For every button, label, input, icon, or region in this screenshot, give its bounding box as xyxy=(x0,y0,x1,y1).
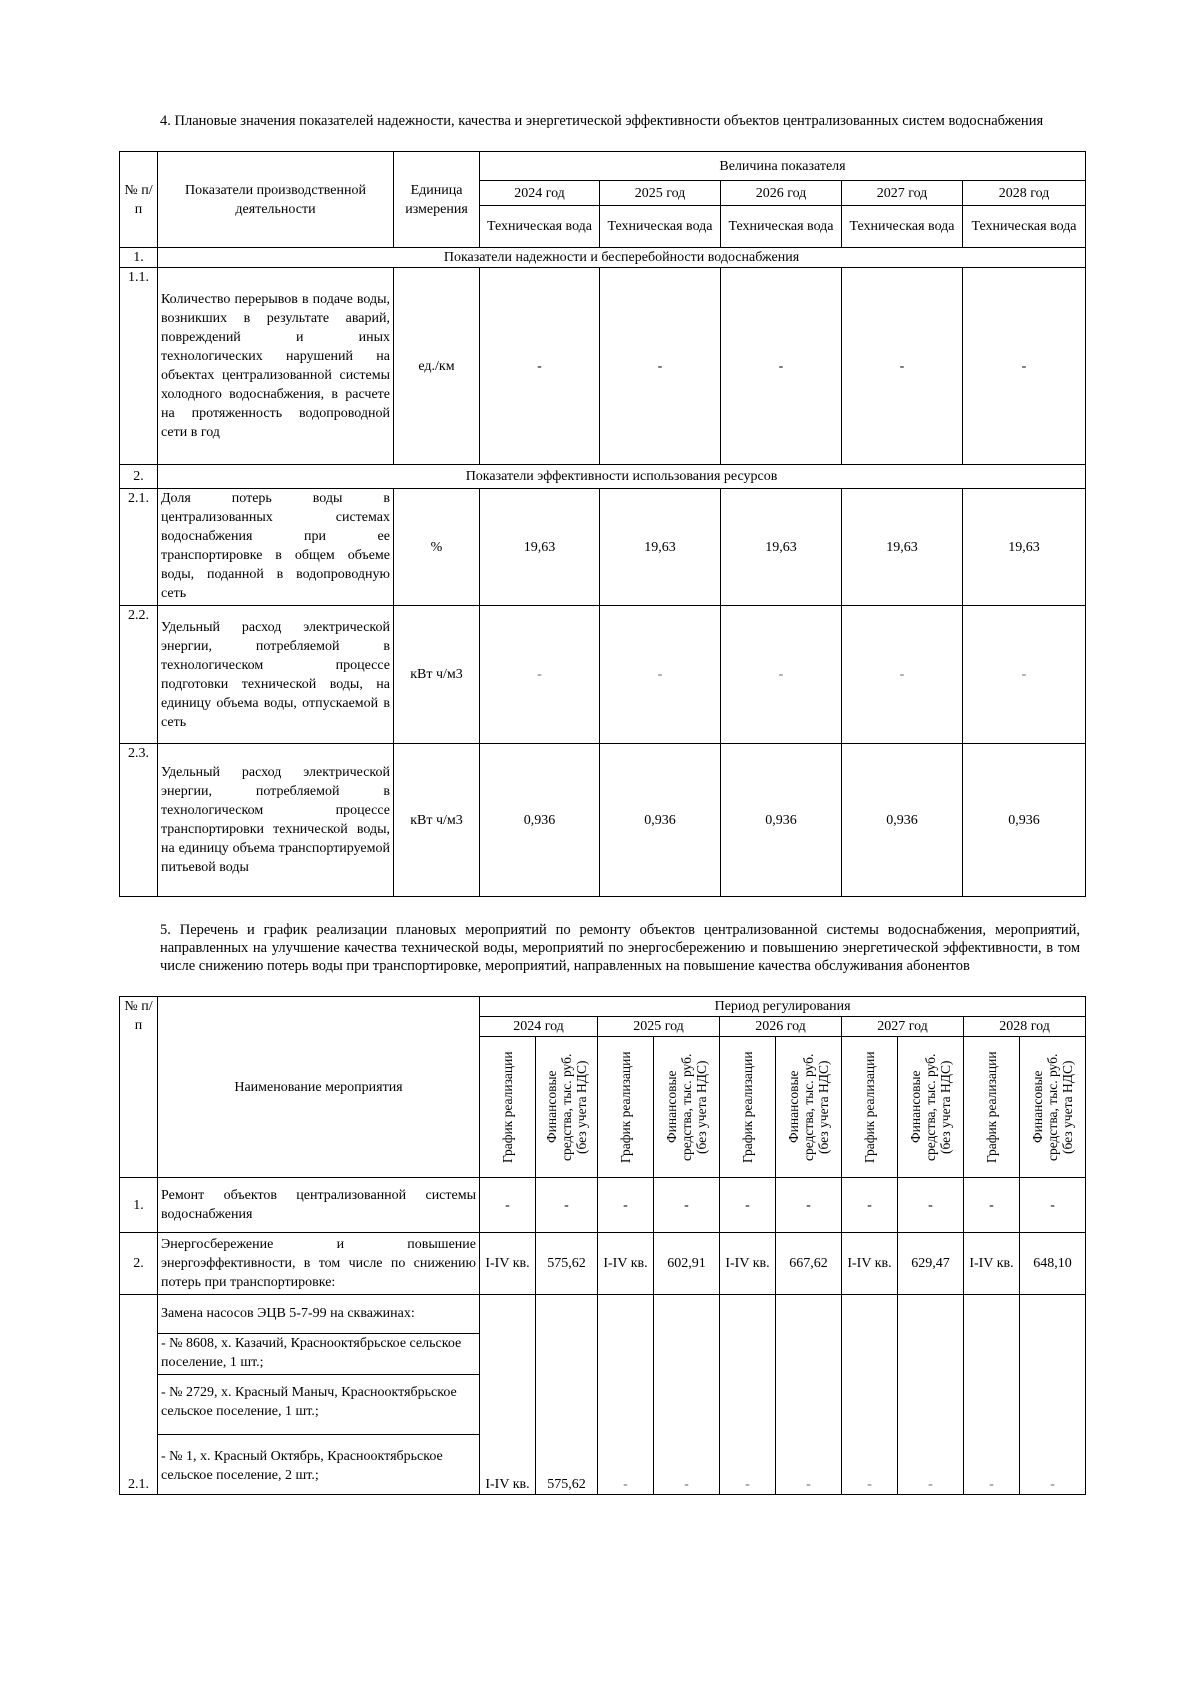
row-value: - xyxy=(600,268,721,465)
row-cell: - xyxy=(720,1178,776,1233)
row-num: 1. xyxy=(120,1178,158,1233)
row-num: 2.1. xyxy=(120,1295,158,1495)
finance-header: Финансовые средства, тыс. руб. (без учета НДС) xyxy=(786,1053,831,1161)
row-value: 0,936 xyxy=(721,744,842,897)
row-value: - xyxy=(842,606,963,744)
row-cell: I-IV кв. xyxy=(842,1233,898,1295)
row-unit: ед./км xyxy=(394,268,480,465)
finance-header: Финансовые средства, тыс. руб. (без учета НДС) xyxy=(908,1053,953,1161)
row-cell: - xyxy=(964,1178,1020,1233)
list-item: - № 8608, х. Казачий, Краснооктябрьское сельское поселение, 1 шт.; xyxy=(158,1334,479,1375)
col-name-header: Наименование мероприятия xyxy=(158,997,480,1178)
row-num: 2. xyxy=(120,1233,158,1295)
row-cell: - xyxy=(720,1295,776,1495)
row-cell: - xyxy=(598,1295,654,1495)
schedule-header: График реализации xyxy=(740,1051,755,1163)
row-cell: - xyxy=(776,1295,842,1495)
row-cell: 575,62 xyxy=(536,1295,598,1495)
row-cell: - xyxy=(842,1178,898,1233)
row-value: 19,63 xyxy=(963,489,1086,606)
schedule-header: График реализации xyxy=(500,1051,515,1163)
row-num: 2.3. xyxy=(120,744,158,897)
row-value: - xyxy=(721,268,842,465)
row-cell: I-IV кв. xyxy=(598,1233,654,1295)
year-header: 2025 год xyxy=(598,1017,720,1037)
year-header: 2027 год xyxy=(842,1017,964,1037)
group-title: Показатели эффективности использования ресурсов xyxy=(158,465,1086,489)
row-cell: 667,62 xyxy=(776,1233,842,1295)
schedule-header: График реализации xyxy=(618,1051,633,1163)
row-value: - xyxy=(480,268,600,465)
measures-table xyxy=(119,996,1086,1495)
finance-header: Финансовые средства, тыс. руб. (без учета НДС) xyxy=(1030,1053,1076,1161)
row-indicator: Количество перерывов в подаче воды, возникших в результате аварий, повреждений и иных технологических нарушений на объектах централизованной системы холодного водоснабжения, в расчете на протяженность водопроводной сети в год xyxy=(158,268,394,465)
water-type-header: Техническая вода xyxy=(963,206,1086,248)
row-value: 0,936 xyxy=(600,744,721,897)
row-indicator: Доля потерь воды в централизованных системах водоснабжения при ее транспортировке в общем объеме воды, поданной в водопроводную сеть xyxy=(158,489,394,606)
row-cell: - xyxy=(898,1178,964,1233)
row-cell: - xyxy=(776,1178,842,1233)
year-header: 2025 год xyxy=(600,181,721,206)
row-num: 1.1. xyxy=(120,268,158,465)
row-value: - xyxy=(480,606,600,744)
row-value: 0,936 xyxy=(963,744,1086,897)
row-cell: - xyxy=(654,1178,720,1233)
list-item: - № 1, х. Красный Октябрь, Краснооктябрьское сельское поселение, 2 шт.; xyxy=(161,1449,443,1483)
finance-header: Финансовые средства, тыс. руб. (без учета НДС) xyxy=(664,1053,709,1161)
row-value: 19,63 xyxy=(721,489,842,606)
row-value: 0,936 xyxy=(480,744,600,897)
period-header: Период регулирования xyxy=(480,997,1086,1017)
row-measure: Ремонт объектов централизованной системы водоснабжения xyxy=(158,1178,480,1233)
row-cell: - xyxy=(898,1295,964,1495)
row-cell: - xyxy=(1020,1295,1086,1495)
year-header: 2026 год xyxy=(721,181,842,206)
col-value-header: Величина показателя xyxy=(480,152,1086,181)
row-cell: I-IV кв. xyxy=(480,1233,536,1295)
row-cell: - xyxy=(598,1178,654,1233)
row-measure-list xyxy=(158,1295,480,1495)
row-measure: Энергосбережение и повышение энергоэффективности, в том числе по снижению потерь при транспортировке: xyxy=(158,1233,480,1295)
year-header: 2028 год xyxy=(963,181,1086,206)
group-title: Показатели надежности и бесперебойности водоснабжения xyxy=(158,248,1086,268)
year-header: 2027 год xyxy=(842,181,963,206)
row-cell: - xyxy=(536,1178,598,1233)
row-value: 19,63 xyxy=(600,489,721,606)
col-indicator-header: Показатели производственной деятельности xyxy=(158,152,394,248)
row-unit: кВт ч/м3 xyxy=(394,744,480,897)
col-unit-header: Единица измерения xyxy=(394,152,480,248)
water-type-header: Техническая вода xyxy=(480,206,600,248)
row-value: - xyxy=(963,268,1086,465)
row-cell: - xyxy=(964,1295,1020,1495)
water-type-header: Техническая вода xyxy=(600,206,721,248)
section5-heading: 5. Перечень и график реализации плановых мероприятий по ремонту объектов централизованной системы водоснабжения, мероприятий, направленных на улучшение качества технической воды, мероприятий по энергосбережению и повышению энергетической эффективности, в том числе снижению потерь воды при транспортировке, мероприятий, направленных на повышение качества обслуживания абонентов xyxy=(160,922,1080,974)
row-cell: - xyxy=(842,1295,898,1495)
year-header: 2024 год xyxy=(480,1017,598,1037)
row-indicator: Удельный расход электрической энергии, потребляемой в технологическом процессе подготовки технической воды, на единицу объема воды, отпускаемой в сеть xyxy=(158,606,394,744)
list-item: Замена насосов ЭЦВ 5-7-99 на скважинах: xyxy=(158,1295,479,1334)
list-item: - № 2729, х. Красный Маныч, Краснооктябрьское сельское поселение, 1 шт.; xyxy=(158,1375,479,1435)
year-header: 2026 год xyxy=(720,1017,842,1037)
row-num: 2.2. xyxy=(120,606,158,744)
group-num: 2. xyxy=(120,465,158,489)
finance-header: Финансовые средства, тыс. руб. (без учета НДС) xyxy=(544,1053,589,1161)
schedule-header: График реализации xyxy=(862,1051,877,1163)
water-type-header: Техническая вода xyxy=(842,206,963,248)
row-unit: кВт ч/м3 xyxy=(394,606,480,744)
row-value: - xyxy=(842,268,963,465)
schedule-header: График реализации xyxy=(984,1051,999,1163)
indicators-table xyxy=(119,151,1086,897)
row-cell: 648,10 xyxy=(1020,1233,1086,1295)
row-value: - xyxy=(600,606,721,744)
row-indicator: Удельный расход электрической энергии, потребляемой в технологическом процессе транспортировки технической воды, на единицу объема транспортируемой питьевой воды xyxy=(158,744,394,897)
row-cell: 629,47 xyxy=(898,1233,964,1295)
row-cell: - xyxy=(654,1295,720,1495)
col-num-header: № п/п xyxy=(120,997,158,1178)
row-cell: I-IV кв. xyxy=(720,1233,776,1295)
year-header: 2028 год xyxy=(964,1017,1086,1037)
row-cell: 602,91 xyxy=(654,1233,720,1295)
water-type-header: Техническая вода xyxy=(721,206,842,248)
row-unit: % xyxy=(394,489,480,606)
row-cell: - xyxy=(1020,1178,1086,1233)
group-num: 1. xyxy=(120,248,158,268)
row-value: 19,63 xyxy=(480,489,600,606)
row-num: 2.1. xyxy=(120,489,158,606)
row-value: 0,936 xyxy=(842,744,963,897)
row-value: - xyxy=(721,606,842,744)
row-cell: I-IV кв. xyxy=(480,1295,536,1495)
row-cell: I-IV кв. xyxy=(964,1233,1020,1295)
row-value: - xyxy=(963,606,1086,744)
row-cell: - xyxy=(480,1178,536,1233)
year-header: 2024 год xyxy=(480,181,600,206)
row-value: 19,63 xyxy=(842,489,963,606)
row-cell: 575,62 xyxy=(536,1233,598,1295)
col-num-header: № п/п xyxy=(120,152,158,248)
section4-heading: 4. Плановые значения показателей надежности, качества и энергетической эффективности объектов централизованных систем водоснабжения xyxy=(160,113,1044,129)
